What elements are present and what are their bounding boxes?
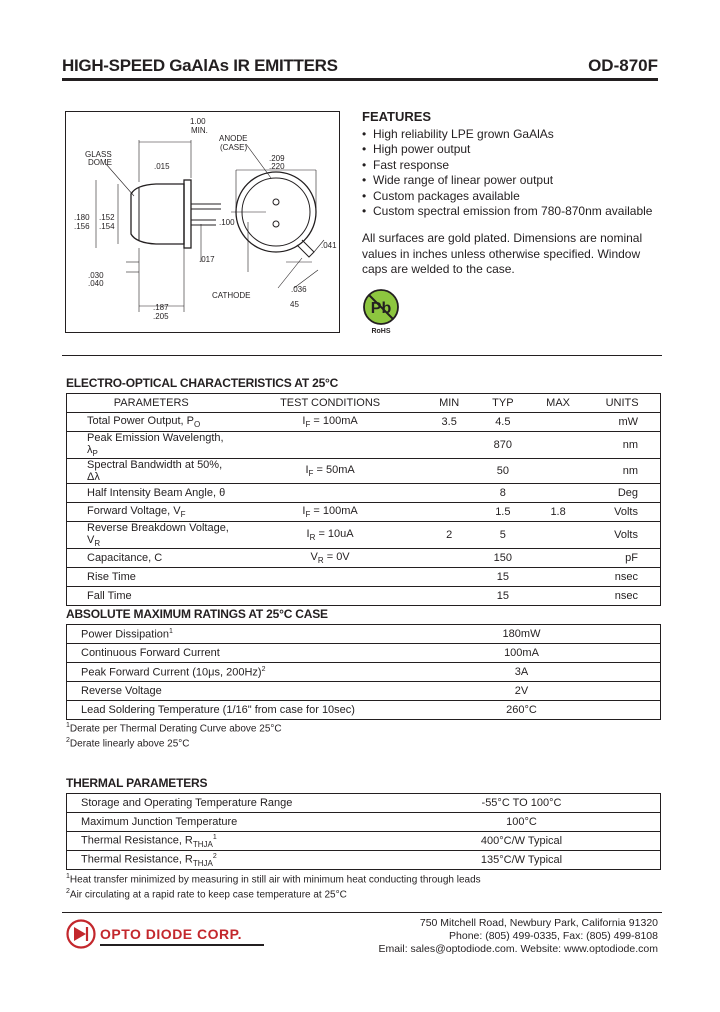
rating-label: Storage and Operating Temperature Range [81,797,293,809]
dim-label: .209 [269,154,285,163]
footnote-number: 2 [66,888,70,896]
param-cell [67,413,236,432]
param-cell [67,549,236,568]
param-cell [67,503,236,522]
param-cell [67,522,236,549]
table-row [67,549,661,568]
unit-cell: mW [584,413,660,432]
rating-value: 400°C/W Typical [383,832,661,851]
dim-label: ANODE [219,134,248,143]
condition-cell [236,549,425,568]
max-cell [532,413,584,432]
table-row [67,663,661,682]
typ-cell: 4.5 [474,413,532,432]
dim-label: GLASS [85,150,112,159]
rating-label: Continuous Forward Current [81,647,220,659]
typ-cell: 50 [474,459,532,484]
param-name: Forward Voltage, V [87,505,181,518]
dim-label: 45 [290,300,299,309]
unit-cell: nsec [614,590,638,603]
table-row [67,503,661,522]
logo-underline [100,944,264,946]
address: 750 Mitchell Road, Newbury Park, California 91320 [419,917,658,929]
feature-item: • High reliability LPE grown GaAlAs [362,127,662,143]
company-logo [66,919,96,949]
rating-subscript: THJA [192,858,213,868]
document-title: HIGH-SPEED GaAlAs IR EMITTERS [62,56,338,75]
typ-cell: 5 [474,522,532,549]
thermal-footnotes [66,871,481,902]
max-cell [532,587,584,606]
unit-cell: Deg [584,484,660,503]
dim-label: .187 [153,303,169,312]
amr-footnotes [66,720,282,751]
condition-symbol: I [306,528,310,541]
rohs-label: RoHS [371,328,391,334]
param-cell [67,432,236,459]
rating-label-cell [67,682,384,701]
dim-label: .041 [321,241,337,250]
col-header: MIN [425,394,474,413]
footer-rule [62,912,662,913]
min-cell [425,484,474,503]
rating-label-cell [67,644,384,663]
min-cell: 2 [425,522,474,549]
footnote [66,871,481,886]
rohs-logo [360,288,402,334]
table-header-row [67,394,661,413]
table-row [67,484,661,503]
rating-value: 100°C [383,813,661,832]
feature-item: • Custom spectral emission from 780-870nm available [362,204,662,220]
rating-value: 100mA [383,644,661,663]
condition-subscript: R [317,556,324,566]
param-name: Spectral Bandwidth at 50%, Δλ [87,459,223,484]
condition-cell [236,459,425,484]
rating-label: Reverse Voltage [81,685,162,697]
feature-item: • High power output [362,142,662,158]
table-row [67,413,661,432]
dim-label: MIN. [191,126,208,135]
rohs-icon [360,288,402,334]
thermal-section-title: THERMAL PARAMETERS [66,776,208,790]
param-subscript: F [180,510,186,520]
section-divider [62,355,662,356]
footnote-text: Derate per Thermal Derating Curve above 25°C [69,723,282,735]
rating-subscript: THJA [192,839,213,849]
typ-cell: 1.5 [474,503,532,522]
dim-label: DOME [88,158,112,167]
dim-label: .030 [88,271,104,280]
rating-label-cell [67,851,384,870]
min-cell [425,459,474,484]
table-row [67,625,661,644]
footnote-number: 1 [66,873,70,880]
table-row [67,522,661,549]
dim-label: .100 [219,218,235,227]
param-cell [67,459,236,484]
condition-symbol: V [310,551,318,564]
footnote-number: 1 [66,722,70,729]
param-subscript: O [194,420,201,430]
dim-label: .040 [88,279,104,288]
param-name: Reverse Breakdown Voltage, V [87,522,229,547]
condition-subscript: F [308,469,314,479]
rating-label: Thermal Resistance, R [81,853,193,866]
rating-label-cell [67,832,384,851]
min-cell [425,587,474,606]
unit-cell: nm [584,432,660,459]
footnote-text: Air circulating at a rapid rate to keep case temperature at 25°C [69,889,347,901]
amr-section-title: ABSOLUTE MAXIMUM RATINGS AT 25°C CASE [66,607,328,621]
dim-label: .036 [291,285,307,294]
min-cell [425,568,474,587]
package-dimension-diagram [66,112,338,331]
unit-cell: nsec [584,568,660,587]
table-row [67,794,661,813]
condition-value: = 100mA [310,505,358,518]
condition-cell [236,522,425,549]
rohs-symbol: Pb [370,300,392,317]
param-name: Total Power Output, P [87,414,194,427]
condition-value: = 0V [323,551,350,564]
dim-label: CATHODE [212,291,251,300]
max-cell [532,549,584,568]
feature-item: • Fast response [362,158,662,174]
rating-label-cell [67,813,384,832]
rating-value: 2V [383,682,661,701]
rating-label: Thermal Resistance, R [81,834,193,847]
col-header: TEST CONDITIONS [236,394,425,413]
table-row [67,701,661,720]
condition-symbol: I [305,464,309,477]
rating-value: 180mW [383,625,661,644]
dim-label: (CASE) [220,143,248,152]
condition-cell [236,484,425,503]
condition-symbol: I [302,414,306,427]
param-name: Peak Emission Wavelength, λ [87,432,224,456]
col-header: PARAMETERS [67,394,236,413]
rating-label: Peak Forward Current (10μs, 200Hz) [81,666,262,679]
footnote-ref: 1 [212,833,217,841]
amr-table [66,624,661,720]
rating-value: 3A [383,663,661,682]
dim-label: .154 [99,222,115,231]
table-row [67,851,661,870]
min-cell: 3.5 [425,413,474,432]
rating-label-cell [67,625,384,644]
outline-drawing [65,111,340,333]
footnote-text: Derate linearly above 25°C [69,738,190,750]
max-cell [532,459,584,484]
condition-symbol: I [302,505,306,518]
feature-item: • Custom packages available [362,189,662,205]
param-name: Capacitance, C [87,552,163,565]
footnote [66,886,481,901]
table-row [67,644,661,663]
header-rule [62,78,658,81]
company-name: OPTO DIODE CORP. [100,926,243,942]
footnote-number: 2 [66,737,70,745]
dim-label: .205 [153,312,169,321]
eo-table [66,393,661,606]
features-list [362,127,662,220]
features-section [362,109,662,220]
table-row [67,459,661,484]
dim-label: .180 [74,213,90,222]
max-cell [532,522,584,549]
condition-cell [236,503,425,522]
dim-label: .152 [99,213,115,222]
unit-cell: pF [584,549,660,568]
rating-label: Lead Soldering Temperature (1/16" from case for 10sec) [81,704,355,716]
dim-label: .156 [74,222,90,231]
col-header: MAX [532,394,584,413]
param-subscript: R [94,539,101,549]
param-name: Rise Time [87,571,136,584]
col-header: UNITS [584,394,660,413]
rating-label: Power Dissipation [81,628,170,641]
condition-subscript: F [305,510,311,520]
condition-cell [236,413,425,432]
table-row [67,568,661,587]
rating-label-cell [67,663,384,682]
footnote-ref: 2 [261,665,266,673]
param-subscript: P [92,449,98,459]
typ-cell: 150 [474,549,532,568]
max-cell [532,484,584,503]
condition-subscript: R [309,533,316,543]
condition-subscript: F [305,420,311,430]
typ-cell: 15 [496,590,509,603]
features-heading: FEATURES [362,109,432,124]
typ-cell: 15 [474,568,532,587]
col-header: TYP [474,394,532,413]
email-website: Email: sales@optodiode.com. Website: www.optodiode.com [378,943,658,955]
condition-value: = 100mA [310,414,358,427]
part-number: OD-870F [588,56,658,75]
condition-value: = 50mA [313,464,355,477]
unit-cell: nm [584,459,660,484]
rating-value: -55°C TO 100°C [383,794,661,813]
thermal-table [66,793,661,870]
footnote-ref: 2 [212,852,217,860]
rating-label-cell [67,701,384,720]
rating-label: Maximum Junction Temperature [81,816,238,828]
condition-cell [236,432,425,459]
typ-cell: 870 [474,432,532,459]
condition-value: = 10uA [315,528,354,541]
max-cell [532,432,584,459]
min-cell [425,503,474,522]
table-row [67,813,661,832]
unit-cell: Volts [584,503,660,522]
rating-label-cell [67,794,384,813]
condition-cell [236,587,425,606]
contact-info [378,917,658,956]
footnote-ref: 1 [169,627,173,635]
condition-cell [236,568,425,587]
feature-item: • Wide range of linear power output [362,173,662,189]
dim-label: 1.00 [190,117,206,126]
table-row [67,682,661,701]
table-row [67,832,661,851]
param-name: Half Intensity Beam Angle, θ [87,487,226,500]
typ-cell: 8 [474,484,532,503]
table-row [67,587,661,606]
param-cell [67,587,236,606]
table-row [67,432,661,459]
dim-label: .015 [154,162,170,171]
rating-value: 135°C/W Typical [480,854,563,866]
param-cell [67,484,236,503]
dim-label: .017 [199,255,215,264]
footnote [66,720,282,735]
min-cell [425,432,474,459]
footnote-text: Heat transfer minimized by measuring in still air with minimum heat conducting through leads [69,874,481,886]
phone-fax: Phone: (805) 499-0335, Fax: (805) 499-8108 [449,930,658,942]
max-cell: 1.8 [532,503,584,522]
eo-section-title: ELECTRO-OPTICAL CHARACTERISTICS AT 25°C [66,376,339,390]
min-cell [425,549,474,568]
diode-logo-icon [66,919,96,949]
unit-cell: Volts [584,522,660,549]
dim-label: .220 [269,162,285,171]
param-cell [67,568,236,587]
param-name: Fall Time [87,590,132,603]
dimensions-note: All surfaces are gold plated. Dimensions are nominal values in inches unless otherwise specified. Window caps are welded to the case. [362,231,643,276]
footnote [66,735,282,750]
rating-value: 260°C [506,704,537,716]
max-cell [532,568,584,587]
